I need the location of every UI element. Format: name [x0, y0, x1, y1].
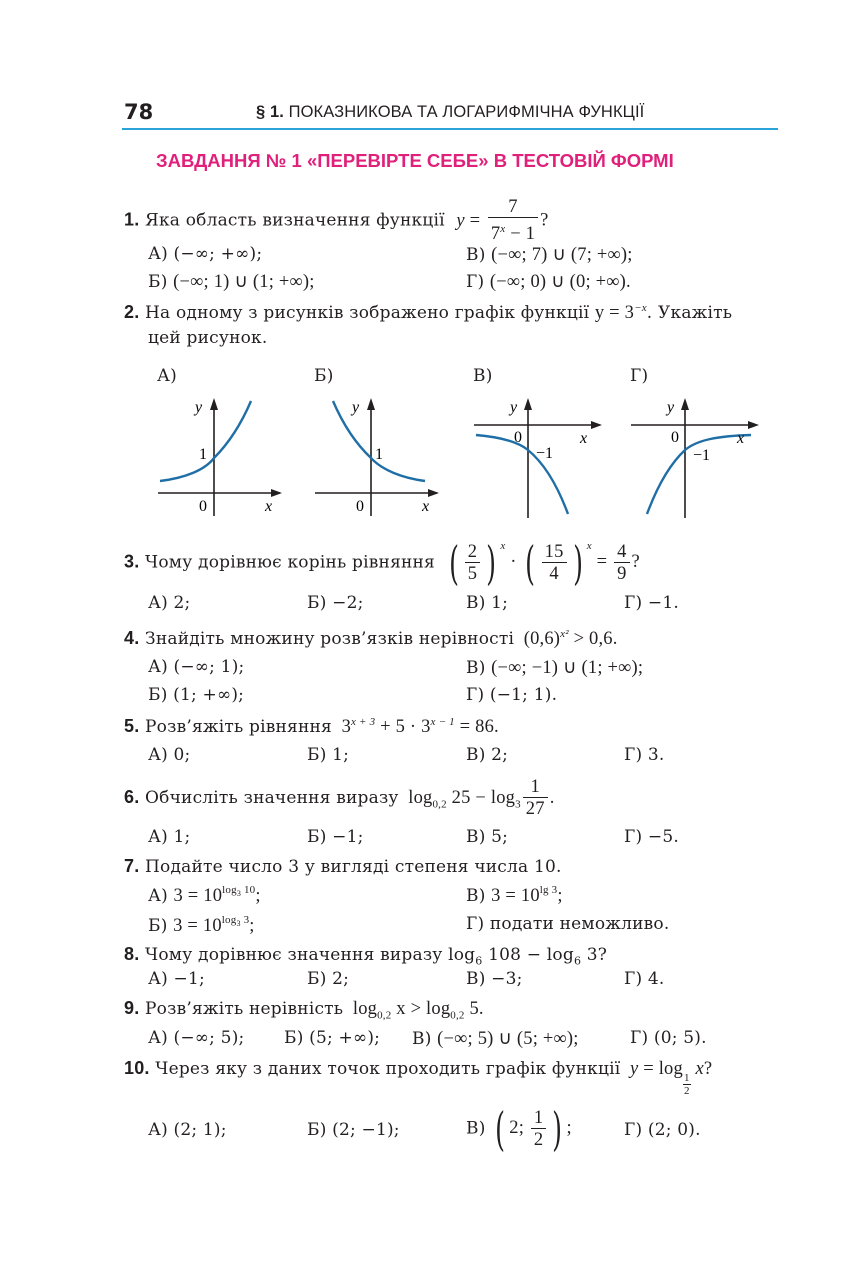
question-text: Обчисліть значення виразу: [145, 787, 399, 808]
fraction-numerator: 2: [465, 542, 480, 563]
math-var: x: [690, 1059, 704, 1079]
fraction-denominator: 27: [525, 799, 545, 819]
question-number: 3.: [124, 551, 140, 572]
fraction-denominator: 9: [617, 563, 627, 584]
question-3: [124, 536, 640, 590]
math-var: y: [456, 210, 465, 231]
question-text: Чому дорівнює значення виразу log: [145, 945, 476, 965]
math-exponent: x: [500, 223, 506, 235]
fraction: [531, 1108, 546, 1151]
option-label: В): [466, 886, 486, 906]
question-4: [124, 628, 618, 650]
math-end: ;: [255, 886, 261, 906]
origin-label: 0: [356, 498, 364, 515]
section-mark: § 1.: [256, 103, 284, 121]
x-label: x: [422, 498, 430, 515]
math-base: 3 = 10: [173, 886, 223, 906]
option-label: Г): [466, 272, 485, 292]
option-g: [466, 271, 631, 293]
question-number: 5.: [124, 716, 140, 737]
option-a: А) −1;: [148, 969, 205, 989]
option-label: Б): [148, 272, 168, 292]
option-g: Г) (0; 5).: [630, 1028, 707, 1048]
option-v: В) 1;: [466, 593, 509, 613]
option-a: А) 1;: [148, 827, 191, 847]
y-label: y: [352, 399, 360, 416]
tick-minus-one: −1: [536, 445, 554, 462]
option-math: (−∞; 5) ∪ (5; +∞);: [437, 1029, 579, 1049]
option-label: А): [148, 886, 168, 906]
graph-label-g: Г): [630, 366, 649, 386]
math-rest: 5.: [464, 999, 484, 1019]
math-end: ;: [249, 916, 255, 936]
x-axis-arrow: [428, 489, 439, 497]
math-log: log: [352, 999, 378, 1019]
graph-g: [627, 392, 767, 520]
option-g: Г) 3.: [624, 745, 665, 765]
math-exponent: x − 1: [430, 716, 455, 728]
tick-minus-one: −1: [693, 447, 711, 464]
math-base: 3 = 10: [173, 916, 222, 936]
option-v: [466, 884, 563, 907]
option-b: [148, 271, 315, 293]
math-rest: > 0,6.: [568, 629, 618, 650]
option-v: В) −3;: [466, 969, 523, 989]
graph-label-b: Б): [314, 366, 334, 386]
page-number: 78: [124, 100, 154, 124]
section-title: ПОКАЗНИКОВА ТА ЛОГАРИФМІЧНА ФУНКЦІЇ: [288, 103, 645, 121]
math-base: (0,6): [523, 629, 561, 650]
math-log: log: [408, 787, 433, 808]
running-header: [256, 103, 644, 122]
math-op: ·: [510, 552, 517, 573]
option-g: Г) −5.: [624, 827, 679, 847]
math-exponent-rest: 3: [240, 914, 250, 926]
math-mid: 25 − log: [446, 787, 516, 808]
x-label: x: [265, 498, 273, 515]
page-heading: ЗАВДАННЯ № 1 «ПЕРЕВІРТЕ СЕБЕ» В ТЕСТОВІЙ ФОРМІ: [156, 150, 674, 171]
fraction-denominator: [488, 218, 538, 245]
math-subscript: 3: [515, 798, 521, 811]
fraction: [488, 197, 538, 245]
option-label: Б): [148, 916, 168, 936]
math-exponent: x + 3: [351, 716, 376, 728]
question-number: 1.: [124, 209, 140, 230]
math-exponent: x: [500, 540, 506, 553]
option-b: [148, 914, 255, 937]
option-v: В) 2;: [466, 745, 509, 765]
question-text-cont: . Укажіть: [646, 303, 733, 324]
y-axis-arrow: [210, 398, 218, 410]
math-exponent: x²: [560, 628, 569, 640]
question-text: На одному з рисунків зображено графік функції: [145, 303, 590, 324]
curve: [333, 401, 425, 481]
option-label: В): [466, 1118, 486, 1139]
graph-v: [470, 392, 610, 520]
math-subscript: 0,2: [432, 798, 447, 811]
fraction-denominator: 2: [533, 1129, 544, 1150]
x-axis-arrow: [748, 421, 759, 429]
fraction-denominator: 2: [683, 1085, 690, 1097]
option-g: Г) (−1; 1).: [466, 685, 558, 705]
math-base: 7: [490, 224, 501, 245]
x-label: x: [737, 430, 745, 447]
question-7: [124, 856, 562, 877]
x-label: x: [580, 430, 588, 447]
log-base-fraction: [683, 1072, 691, 1097]
option-a: А) (−∞; +∞);: [148, 244, 263, 264]
y-label: y: [195, 399, 203, 416]
math-subscript: 0,2: [377, 1009, 392, 1022]
math-mid: + 5 · 3: [375, 717, 431, 738]
math-subscript: 3: [236, 919, 241, 929]
fraction-numerator: 4: [614, 542, 629, 563]
math-end: ;: [557, 886, 563, 906]
question-number: 8.: [124, 944, 140, 964]
paren-close: ): [552, 1102, 563, 1156]
math-subscript: 0,2: [450, 1009, 465, 1022]
option-b: Б) (1; +∞);: [148, 685, 245, 705]
fraction: [542, 542, 567, 585]
option-v: [466, 1102, 572, 1156]
y-label: y: [667, 399, 675, 416]
header-rule: [122, 128, 778, 130]
question-number: 9.: [124, 998, 140, 1018]
math-func: y = 3: [594, 303, 635, 324]
question-text: Чому дорівнює корінь рівняння: [145, 552, 435, 573]
question-text: Знайдіть множину розв’язків нерівності: [145, 629, 515, 650]
option-g: Г) 4.: [624, 969, 665, 989]
option-label: В): [466, 245, 486, 265]
question-text: Розв’яжіть нерівність: [145, 999, 344, 1019]
math-exponent-rest: 10: [241, 884, 256, 896]
fraction-numerator: 1: [531, 1108, 546, 1129]
math-op: =: [469, 210, 481, 231]
fraction-numerator: 1: [523, 777, 548, 798]
question-8: [124, 944, 607, 967]
math-log: = log: [638, 1059, 683, 1079]
fraction: [614, 542, 629, 585]
paren-open: (: [495, 1102, 506, 1156]
option-g: Г) −1.: [624, 593, 679, 613]
question-9: [124, 998, 484, 1022]
curve: [160, 401, 251, 481]
option-a: [148, 884, 261, 907]
origin-label: 0: [514, 429, 522, 446]
y-label: y: [510, 399, 518, 416]
fraction-denominator: 5: [467, 563, 478, 584]
math-base: 3 = 10: [491, 886, 540, 906]
math-exponent: log: [221, 914, 237, 926]
tick-one: 1: [375, 446, 383, 463]
math-end: .: [549, 787, 555, 808]
math-exponent: x: [586, 540, 592, 553]
question-5: [124, 716, 499, 738]
question-text: Подайте число 3 у вигляді степеня числа 10.: [145, 857, 562, 877]
math-op: =: [596, 552, 608, 573]
option-b: Б) 1;: [307, 745, 350, 765]
y-axis-arrow: [681, 398, 689, 410]
option-b: Б) (5; +∞);: [284, 1028, 381, 1048]
graph-b: [307, 392, 447, 522]
math-exponent: log: [222, 884, 237, 896]
origin-label: 0: [671, 429, 679, 446]
fraction-denominator: 4: [549, 563, 559, 584]
question-text: Через яку з даних точок проходить графік функції: [155, 1059, 621, 1079]
math-end: ?: [540, 210, 549, 231]
fraction: [465, 542, 480, 585]
paren-close: ): [572, 536, 583, 590]
y-axis-arrow: [367, 398, 375, 410]
option-a: А) (2; 1);: [148, 1120, 227, 1140]
graph-a: [150, 392, 290, 522]
question-number: 4.: [124, 628, 140, 649]
fraction-numerator: 1: [683, 1072, 690, 1084]
option-b: Б) (2; −1);: [307, 1120, 400, 1140]
math-end: ?: [703, 1059, 713, 1079]
x-axis-arrow: [591, 421, 602, 429]
curve: [476, 435, 568, 514]
option-g: Г) (2; 0).: [624, 1120, 701, 1140]
math-end: ?: [631, 552, 640, 573]
question-number: 7.: [124, 856, 140, 876]
option-a: А) (−∞; 5);: [148, 1028, 245, 1048]
math-exponent: lg 3: [539, 884, 558, 896]
option-a: А) 0;: [148, 745, 191, 765]
question-1: [124, 197, 549, 245]
graph-label-a: А): [157, 366, 177, 386]
math-rest: = 86.: [454, 717, 499, 738]
math-base: 3: [341, 717, 352, 738]
paren-open: (: [525, 536, 536, 590]
paren-open: (: [448, 536, 459, 590]
option-v: [466, 244, 633, 266]
question-text-end: 3?: [581, 945, 608, 965]
option-label: В): [412, 1029, 432, 1049]
option-v: В) 5;: [466, 827, 509, 847]
question-number: 2.: [124, 302, 140, 323]
option-a: А) 2;: [148, 593, 191, 613]
math-mid: x > log: [391, 999, 451, 1019]
math-rest: − 1: [505, 224, 536, 245]
math-subscript: 6: [573, 954, 582, 968]
math-exponent: −x: [634, 302, 647, 314]
fraction-numerator: 7: [488, 197, 538, 218]
math-subscript: 6: [475, 954, 483, 968]
option-b: Б) −2;: [307, 593, 364, 613]
graph-label-v: В): [473, 366, 493, 386]
question-text: Розв’яжіть рівняння: [145, 717, 332, 738]
option-v: [412, 1028, 579, 1050]
option-b: Б) −1;: [307, 827, 364, 847]
x-axis-arrow: [271, 489, 282, 497]
math-point: 2;: [509, 1118, 529, 1139]
tick-one: 1: [199, 446, 207, 463]
question-number: 10.: [124, 1058, 150, 1078]
question-number: 6.: [124, 786, 140, 807]
question-2: [124, 302, 732, 324]
question-2-line2: цей рисунок.: [148, 328, 268, 348]
question-10: [124, 1058, 712, 1097]
math-end: ;: [566, 1118, 572, 1139]
question-text-mid: 108 − log: [482, 945, 574, 965]
origin-label: 0: [199, 498, 207, 515]
option-math: (−∞; 1) ∪ (1; +∞);: [173, 272, 315, 292]
option-math: (−∞; 0) ∪ (0; +∞).: [489, 272, 631, 292]
question-6: [124, 777, 555, 820]
option-v: [466, 657, 643, 679]
math-subscript: 3: [236, 889, 242, 899]
option-math: (−∞; 7) ∪ (7; +∞);: [491, 245, 633, 265]
option-a: А) (−∞; 1);: [148, 657, 245, 677]
option-b: Б) 2;: [307, 969, 350, 989]
paren-close: ): [486, 536, 497, 590]
y-axis-arrow: [524, 398, 532, 410]
question-text: Яка область визначення функції: [145, 210, 445, 231]
fraction: [523, 777, 548, 820]
option-g: Г) подати неможливо.: [466, 914, 670, 934]
fraction-numerator: 15: [542, 542, 567, 563]
math-var: y: [630, 1059, 639, 1079]
option-label: В): [466, 658, 486, 678]
option-math: (−∞; −1) ∪ (1; +∞);: [491, 658, 644, 678]
